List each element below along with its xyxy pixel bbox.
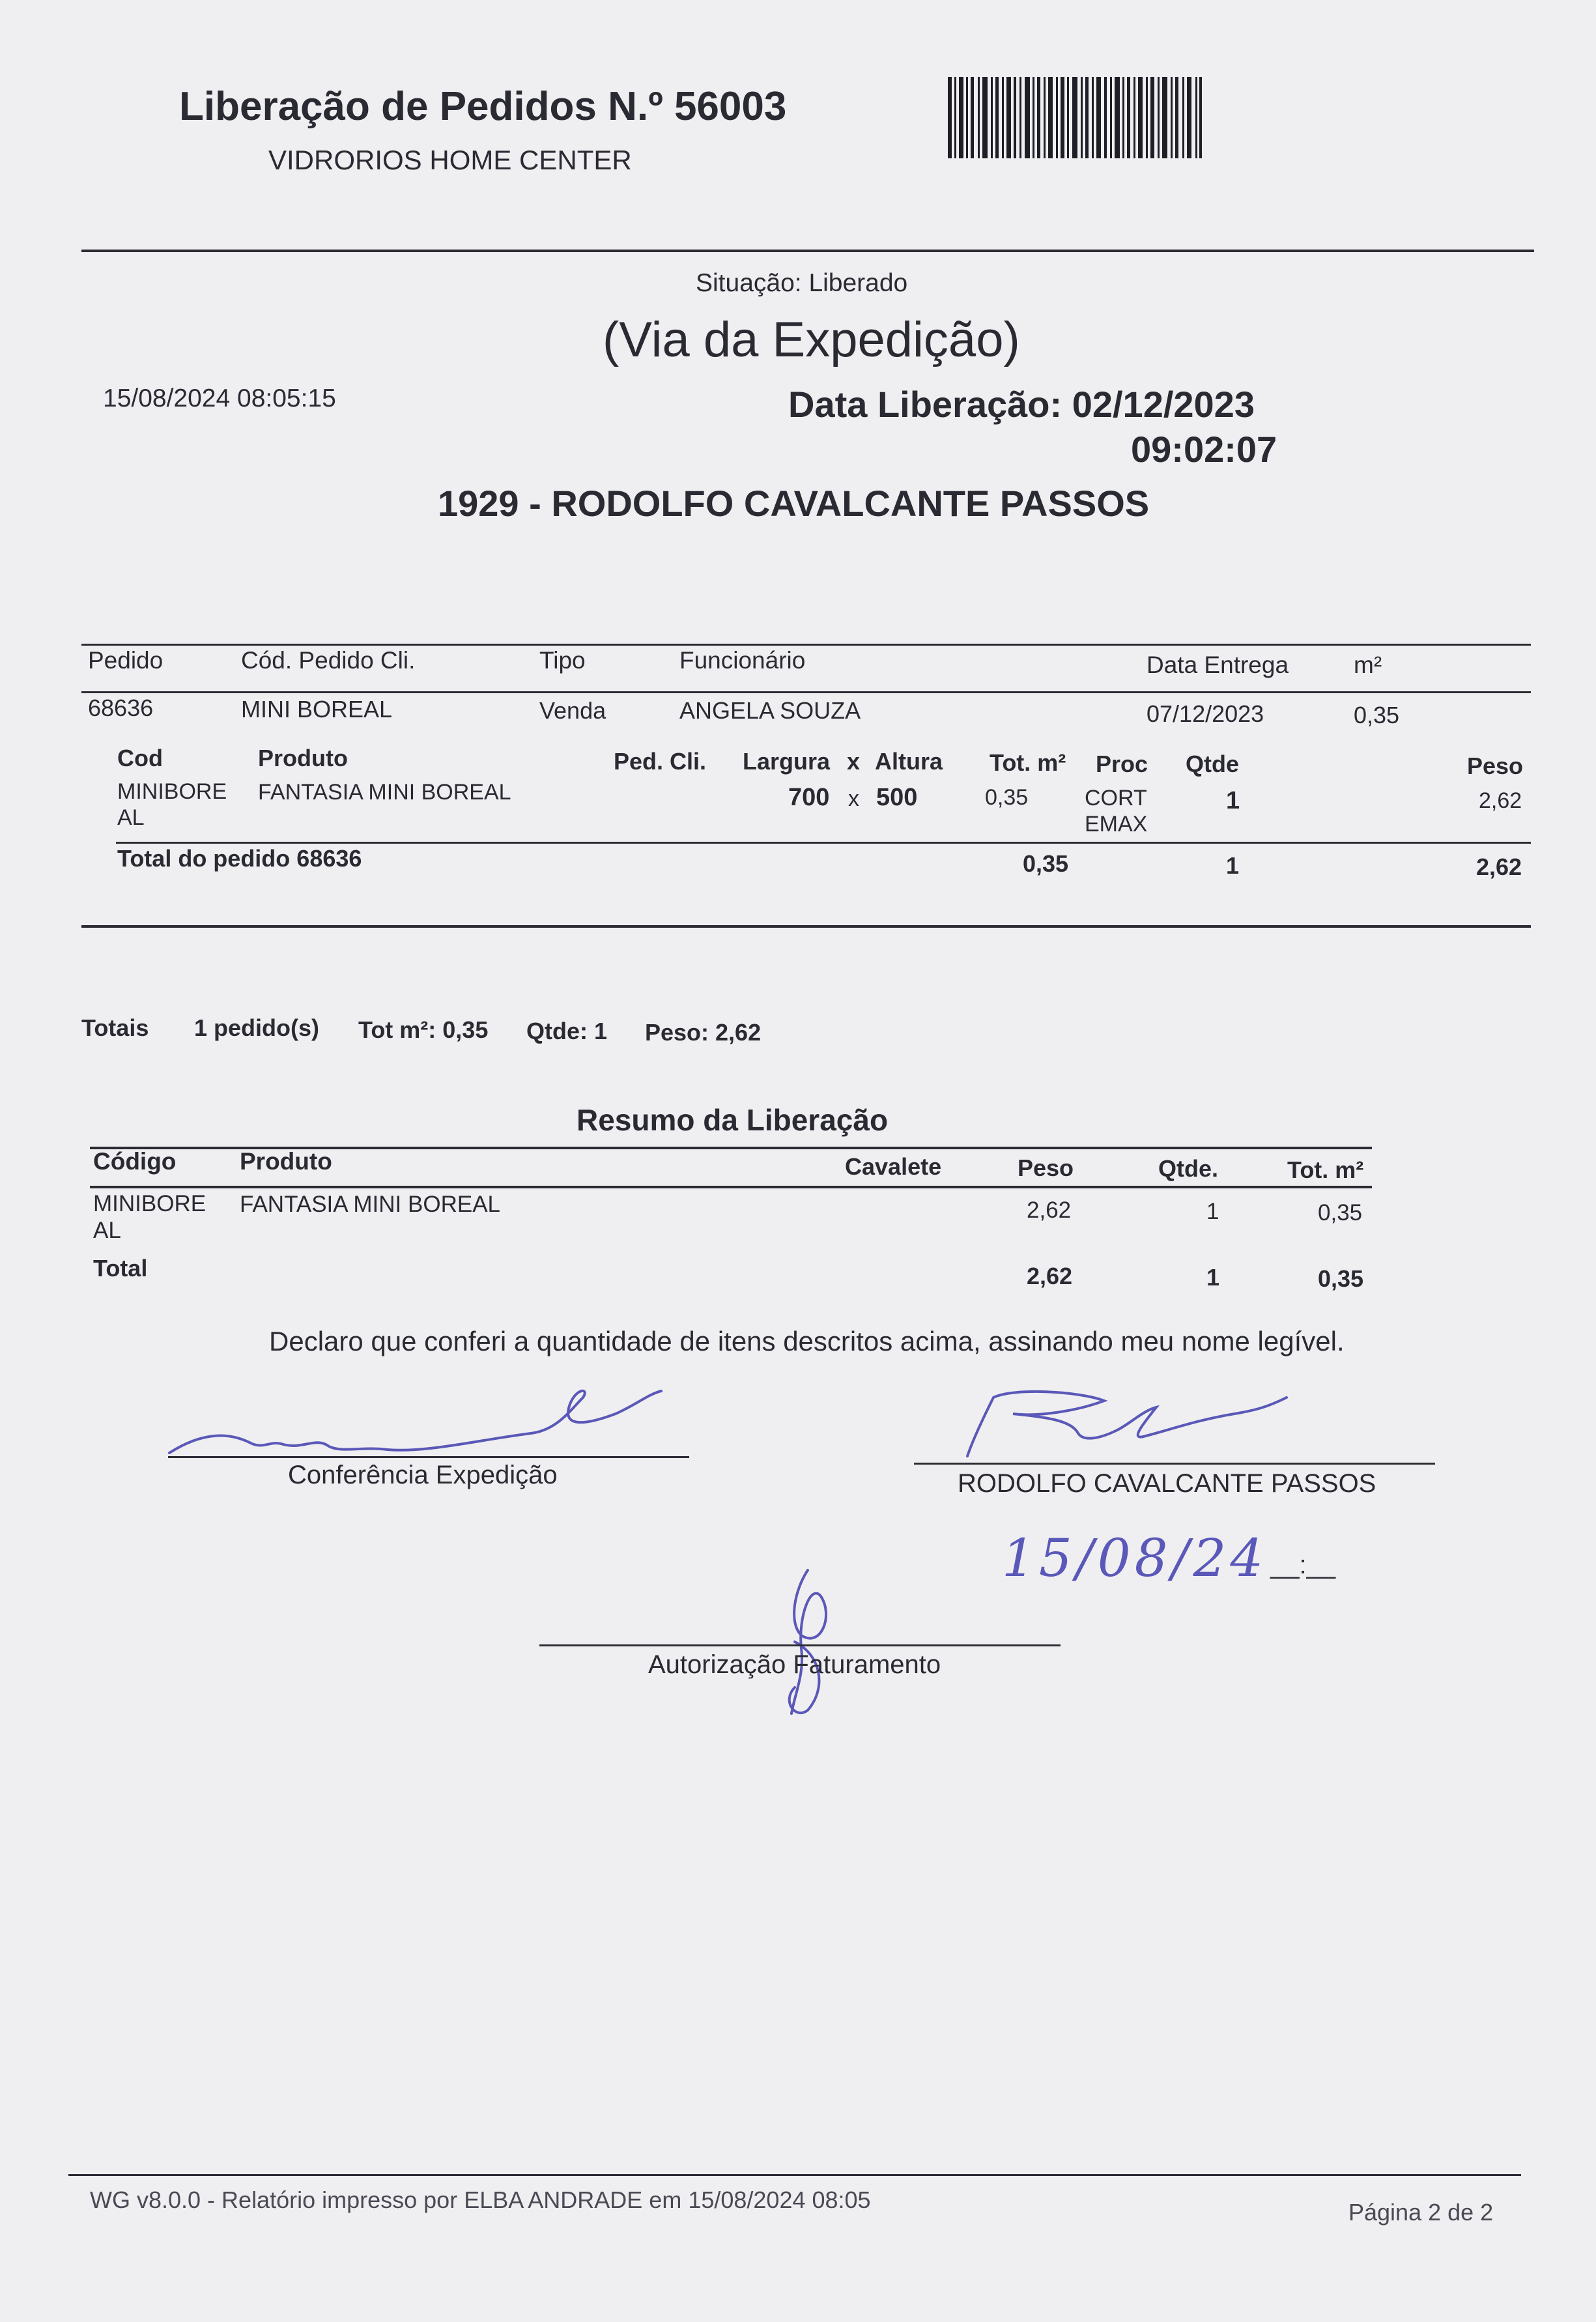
item-header-cod: Cod (117, 745, 163, 771)
item-header-x: x (847, 748, 861, 775)
order-m2: 0,35 (1354, 702, 1400, 728)
totais-label: Totais (81, 1014, 149, 1041)
order-table-header-rule (81, 691, 1531, 693)
col-header-cod-pedido-cli: Cód. Pedido Cli. (241, 647, 416, 674)
autorizacao-label: Autorização Faturamento (648, 1650, 941, 1679)
client-signature (948, 1384, 1287, 1463)
resumo-total-label: Total (93, 1255, 148, 1282)
order-total-label: Total do pedido 68636 (117, 845, 362, 872)
item-cod-line1: MINIBORE (117, 779, 227, 804)
col-header-funcionario: Funcionário (679, 647, 806, 674)
conferencia-label: Conferência Expedição (288, 1461, 558, 1489)
autorizacao-signature-line (539, 1644, 1061, 1646)
release-time: 09:02:07 (1131, 429, 1277, 470)
col-header-m2: m² (1354, 652, 1382, 678)
item-qtde: 1 (1226, 787, 1240, 814)
col-header-pedido: Pedido (88, 647, 164, 674)
client-signature-name: RODOLFO CAVALCANTE PASSOS (958, 1469, 1376, 1498)
item-proc-line2: EMAX (1085, 812, 1148, 837)
col-header-tipo: Tipo (539, 647, 586, 674)
order-total-peso: 2,62 (1476, 853, 1522, 880)
report-title: Liberação de Pedidos N.º 56003 (179, 84, 787, 129)
client-name: 1929 - RODOLFO CAVALCANTE PASSOS (438, 483, 1150, 524)
resumo-tot-m2: 0,35 (1318, 1200, 1363, 1226)
item-altura: 500 (876, 784, 918, 811)
order-funcionario: ANGELA SOUZA (679, 697, 861, 724)
print-timestamp: 15/08/2024 08:05:15 (103, 384, 336, 412)
item-header-proc: Proc (1096, 751, 1148, 777)
resumo-peso: 2,62 (1027, 1197, 1072, 1223)
item-produto: FANTASIA MINI BOREAL (258, 780, 511, 805)
item-header-qtde: Qtde (1186, 751, 1240, 777)
status-text: Situação: Liberado (696, 269, 908, 297)
order-subtotal-rule (116, 842, 1531, 844)
item-proc (1085, 785, 1147, 837)
resumo-total-qtde: 1 (1206, 1264, 1220, 1291)
item-header-peso: Peso (1467, 752, 1524, 779)
resumo-header-tot-m2: Tot. m² (1287, 1156, 1364, 1183)
order-pedido: 68636 (88, 695, 154, 721)
resumo-header-produto: Produto (240, 1148, 332, 1175)
item-x: x (848, 786, 859, 811)
footer-printed-by: WG v8.0.0 - Relatório impresso por ELBA ANDRADE em 15/08/2024 08:05 (90, 2186, 871, 2213)
resumo-codigo (93, 1190, 206, 1244)
resumo-qtde: 1 (1206, 1199, 1219, 1224)
item-cod (117, 779, 227, 831)
declaration-text: Declaro que conferi a quantidade de itens descritos acima, assinando meu nome legível. (269, 1326, 1345, 1356)
order-total-qtde: 1 (1226, 852, 1240, 879)
release-date: Data Liberação: 02/12/2023 (788, 384, 1255, 425)
item-header-ped-cli: Ped. Cli. (614, 748, 707, 775)
resumo-produto: FANTASIA MINI BOREAL (240, 1192, 501, 1217)
resumo-header-peso: Peso (1018, 1154, 1074, 1181)
footer-rule (68, 2174, 1521, 2176)
item-header-produto: Produto (258, 745, 348, 771)
resumo-title: Resumo da Liberação (577, 1103, 889, 1137)
totais-peso: Peso: 2,62 (645, 1019, 762, 1046)
totais-tot-m2: Tot m²: 0,35 (358, 1016, 489, 1043)
handwritten-date: 15/08/24 (1002, 1528, 1268, 1588)
item-header-tot-m2: Tot. m² (990, 749, 1066, 776)
resumo-total-peso: 2,62 (1027, 1263, 1073, 1289)
header-divider (81, 250, 1534, 252)
item-header-largura: Largura (743, 748, 831, 775)
item-tot-m2: 0,35 (985, 785, 1029, 810)
order-table-top-rule (81, 644, 1531, 646)
resumo-header-rule (90, 1186, 1372, 1188)
resumo-header-qtde: Qtde. (1158, 1155, 1219, 1182)
item-cod-line2: AL (117, 805, 145, 830)
totais-pedidos: 1 pedido(s) (194, 1014, 320, 1041)
item-header-altura: Altura (875, 748, 943, 775)
item-largura: 700 (788, 784, 830, 811)
handwritten-time-blank: __:__ (1270, 1551, 1336, 1579)
col-header-data-entrega: Data Entrega (1147, 652, 1289, 678)
footer-page-number: Página 2 de 2 (1348, 2199, 1494, 2226)
resumo-total-tot-m2: 0,35 (1318, 1265, 1364, 1292)
order-data-entrega: 07/12/2023 (1147, 700, 1264, 727)
autorizacao-signature (769, 1564, 847, 1720)
totais-qtde: Qtde: 1 (526, 1018, 608, 1044)
resumo-header-cavalete: Cavalete (845, 1153, 942, 1180)
order-total-m2: 0,35 (1023, 850, 1069, 877)
copy-type: (Via da Expedição) (603, 312, 1020, 367)
barcode (948, 77, 1202, 158)
item-peso: 2,62 (1479, 788, 1522, 813)
conferencia-signature-line (168, 1456, 689, 1458)
resumo-header-codigo: Código (93, 1148, 177, 1175)
client-signature-line (914, 1463, 1435, 1465)
order-table-bottom-rule (81, 925, 1531, 928)
resumo-codigo-line2: AL (93, 1218, 121, 1243)
company-name: VIDRORIOS HOME CENTER (268, 145, 632, 175)
order-tipo: Venda (539, 697, 606, 724)
item-proc-line1: CORT (1085, 786, 1147, 810)
resumo-codigo-line1: MINIBORE (93, 1191, 207, 1216)
order-cod-pedido-cli: MINI BOREAL (241, 696, 393, 723)
